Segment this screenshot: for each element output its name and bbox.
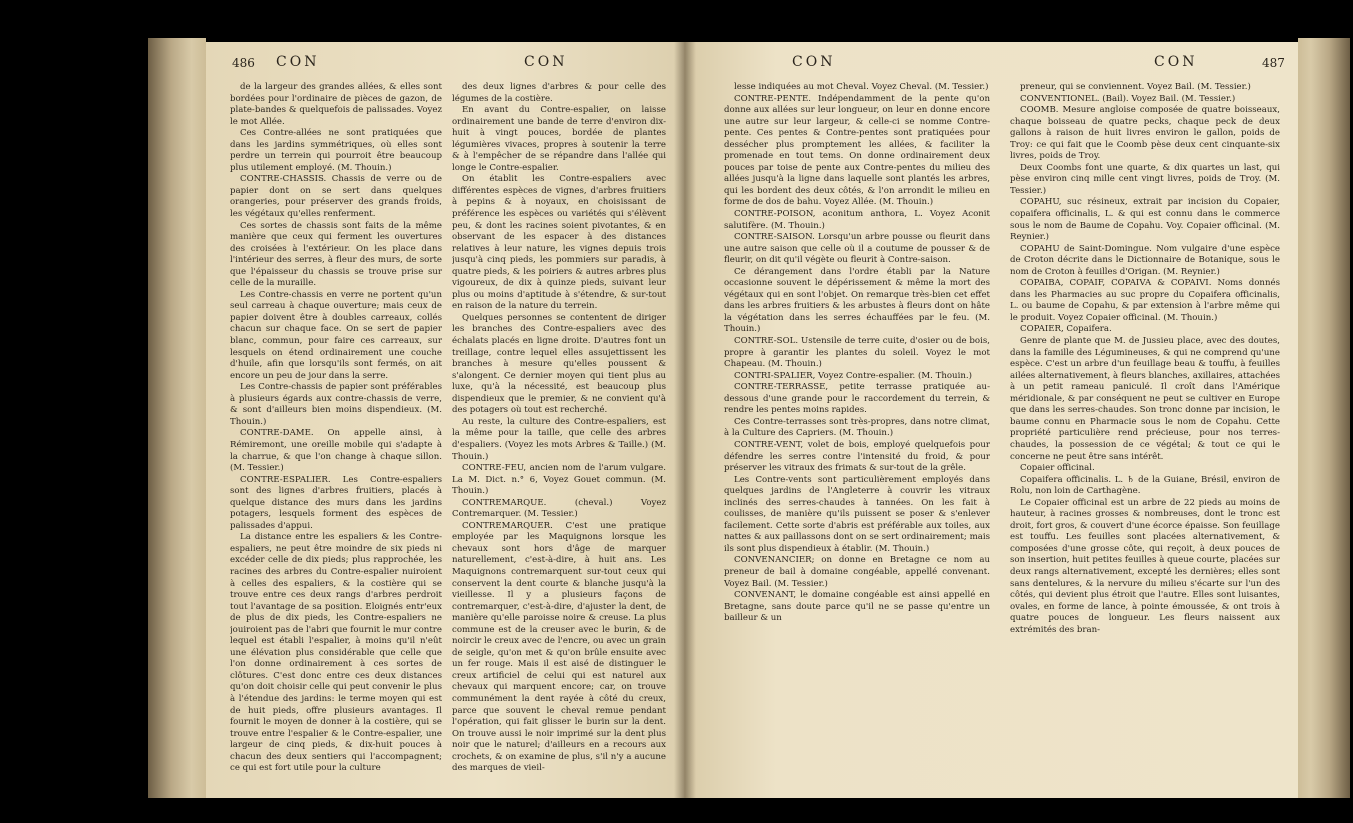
right-header-word-1: CON [792, 54, 836, 70]
paragraph: CONTRE-SAISON. Lorsqu'un arbre pousse ou fleurit dans une autre saison que celle où il a coutume de pousser & de fleurir, on dit qu'il végète ou fleurit à Contre-saison. [724, 232, 990, 266]
paragraph: Ces sortes de chassis sont faits de la même manière que ceux qui ferment les ouvertures des croisées à l'extérieur. On les place dans l'intérieur des serres, à fleur des murs, de sorte que l'épaisseur du chassis se trouve prise sur celle de la muraille. [230, 220, 442, 289]
paragraph: CONVENANT, le domaine congéable est ainsi appellé en Bretagne, sans doute parce qu'il ne se passe qu'entre un bailleur & un [724, 590, 990, 624]
paragraph: Copaifera officinalis. L. ♄ de la Guiane, Brésil, environ de Rolu, non loin de Carthagène. [1010, 474, 1280, 497]
paragraph: COPAIER, Copaifera. [1020, 324, 1112, 335]
paragraph: On établit les Contre-espaliers avec différentes espèces de vignes, d'arbres fruitiers à pepins & à noyaux, en choisissant de préférence les espèces ou variétés qui s'élèvent peu, & dont les racines soient pivotantes, & en observant de les espacer à des distances relatives à leur nature, les vignes depuis trois jusqu'à cinq pieds, les pommiers sur paradis, à quatre pieds, & les poiriers & autres arbres plus vigoureux, de dix à quinze pieds, suivant leur plus ou moins d'aptitude à s'étendre, & sur-tout en raison de la nature du terrein. [452, 174, 666, 312]
paragraph: Deux Coombs font une quarte, & dix quartes un last, qui pèse environ cinq mille cent vingt livres, poids de Troy. (M. Tessier.) [1010, 162, 1280, 196]
paragraph: COOMB. Mesure angloise composée de quatre boisseaux, chaque boisseau de quatre pecks, chaque peck de deux gallons à raison de huit livres environ le gallon, poids de Troy: ce qui fait que le Coomb pèse deux cent cinquante-six livres, poids de Troy. [1010, 105, 1280, 162]
right-page-column-2 [1010, 82, 1280, 794]
paragraph: CONTRE-TERRASSE, petite terrasse pratiquée au-dessous d'une grande pour le raccordement du terrein, & rendre les pentes moins rapides. [724, 382, 990, 416]
paragraph: COPAHU de Saint-Domingue. Nom vulgaire d'une espèce de Croton décrite dans le Dictionnaire de Botanique, sous le nom de Croton à feuilles d'Origan. (M. Reynier.) [1010, 243, 1280, 277]
left-page-column-2 [452, 82, 666, 794]
paragraph: CONTRE-FEU, ancien nom de l'arum vulgare. La M. Dict. n.° 6, Voyez Gouet commun. (M. Thouin.) [452, 463, 666, 497]
left-page-number: 486 [232, 56, 255, 70]
paragraph: CONVENANCIER; on donne en Bretagne ce nom au preneur de bail à domaine congéable, appellé convenant. Voyez Bail. (M. Tessier.) [724, 555, 990, 589]
paragraph: lesse indiquées au mot Cheval. Voyez Cheval. (M. Tessier.) [734, 82, 989, 92]
paragraph: CONTRE-PENTE. Indépendamment de la pente qu'on donne aux allées sur leur longueur, on leur en donne encore une autre sur leur largeur, & celle-ci se nomme Contre-pente. Ces pentes & Contre-pentes sont pratiquées pour dessécher plus promptement les allées, & faciliter la promenade en tout tems. On donne ordinairement deux pouces par toise de pente aux Contre-pentes du milieu des allées jusqu'à la ligne dans laquelle sont plantés les arbres, qui les bordent des deux côtés, & l'on arrondit le milieu en forme de dos de bahu. Voyez Allée. (M. Thouin.) [724, 93, 990, 208]
paragraph: CONTRI-SPALIER, Voyez Contre-espalier. (M. Thouin.) [734, 370, 972, 381]
paragraph: de la largeur des grandes allées, & elles sont bordées pour l'ordinaire de pièces de gazon, de plate-bandes & quelquefois de palissades. Voyez le mot Allée. [230, 82, 442, 127]
paragraph: CONTREMARQUER. C'est une pratique employée par les Maquignons lorsque les chevaux sont hors d'âge de marquer naturellement, c'est-à-dire, à huit ans. Les Maquignons contremarquent sur-tout ceux qui conservent la dent courte & blanche jusqu'à la vieillesse. Il y a plusieurs façons de contremarquer, c'est-à-dire, d'ajuster la dent, de manière qu'elle paroisse noire & creuse. La plus commune est de la creuser avec le burin, & de noircir le creux avec de l'encre, ou avec un grain de seigle, qu'on met & qu'on brûle ensuite avec un fer rouge. Mais il est aisé de distinguer le creux artificiel de celui qui est naturel aux chevaux qui marquent encore; car, on trouve communément la dent rayée à côté du creux, parce que souvent le cheval remue pendant l'opération, qui fait glisser le burin sur la dent. On trouve aussi le noir imprimé sur la dent plus noir que le naturel; d'ailleurs en a recours aux crochets, & on examine de plus, s'il n'y a aucune des marques de vieil- [452, 520, 666, 774]
paragraph: Ces Contre-allées ne sont pratiquées que dans les jardins symmétriques, où elles sont perdre un terrein qui pourroit être beaucoup plus utilement employé. (M. Thouin.) [230, 128, 442, 173]
left-page-column-1 [230, 82, 442, 794]
left-header-word-2: CON [524, 54, 568, 70]
right-page-header [684, 54, 1298, 74]
left-header-word-1: CON [276, 54, 320, 70]
right-page-number: 487 [1262, 56, 1285, 70]
page-edges-right [1298, 38, 1350, 798]
paragraph: COPAHU, suc résineux, extrait par incision du Copaier, copaifera officinalis, L. & qui est connu dans le commerce sous le nom de Baume de Copahu. Voy. Copaier officinal. (M. Reynier.) [1010, 197, 1280, 243]
paragraph: Au reste, la culture des Contre-espaliers, est la même pour la taille, que celle des arbres d'espaliers. (Voyez les mots Arbres & Taille.) (M. Thouin.) [452, 416, 666, 462]
paragraph: des deux lignes d'arbres & pour celle des légumes de la costière. [452, 82, 666, 104]
paragraph: CONTRE-VENT, volet de bois, employé quelquefois pour défendre les serres contre l'intensité du froid, & pour préserver les vitraux des frimats & sur-tout de la grêle. [724, 439, 990, 474]
right-page [684, 42, 1298, 798]
paragraph: CONTRE-ESPALIER. Les Contre-espaliers sont des lignes d'arbres fruitiers, placés à quelque distance des murs dans les jardins potagers, lesquels forment des espèces de palissades d'appui. [230, 474, 442, 531]
paragraph: CONTRE-DAME. On appelle ainsi, à Rémiremont, une oreille mobile qui s'adapte à la charrue, & que l'on change à chaque sillon. (M. Tessier.) [230, 428, 442, 474]
right-page-column-1 [724, 82, 990, 794]
paragraph: Copaier officinal. [1020, 463, 1095, 474]
paragraph: COPAIBA, COPAIF, COPAIVA & COPAIVI. Noms donnés dans les Pharmacies au suc propre du Copaifera officinalis, L. ou baume de Copahu, & par extension à l'arbre même qui le produit. Voyez Copaier officinal. (M. Thouin.) [1010, 278, 1280, 323]
paragraph: CONTRE-POISON, aconitum anthora, L. Voyez Aconit salutifère. (M. Thouin.) [724, 209, 990, 231]
page-edges-left [148, 38, 206, 798]
right-header-word-2: CON [1154, 54, 1198, 70]
paragraph: Genre de plante que M. de Jussieu place, avec des doutes, dans la famille des Légumineuses, & qui ne comprend qu'une espèce. C'est un arbre d'un feuillage beau & touffu, à feuilles ailées alternativement, à fleurs blanches, axillaires, attachées à un petit rameau paniculé. Il croît dans l'Amérique méridionale, & par conséquent ne peut se cultiver en Europe que dans les serres-chaudes. Son tronc donne par incision, le baume connu en Pharmacie sous le nom de Copahu. Cette propriété particulière rend précieuse, pour nos terres-chaudes, la possession de ce végétal; & tout ce qui le concerne ne peut être sans intérêt. [1010, 336, 1280, 462]
paragraph: CONTRE-CHASSIS. Chassis de verre ou de papier dont on se sert dans quelques orangeries, pour préserver des grands froids, les végétaux qu'elles renferment. [230, 174, 442, 220]
paragraph: Les Contre-vents sont particulièrement employés dans quelques jardins de l'Angleterre à couvrir les vitraux inclinés des serres-chaudes à tannées. On les fait à coulisses, de manière qu'ils puissent se poser & s'enlever facilement. Cette sorte d'abris est préférable aux toiles, aux nattes & aux paillassons dont on se sert ordinairement; mais ils sont plus dispendieux à établir. (M. Thouin.) [724, 474, 990, 554]
paragraph: CONVENTIONEL. (Bail). Voyez Bail. (M. Tessier.) [1020, 93, 1236, 104]
paragraph: Ces Contre-terrasses sont très-propres, dans notre climat, à la Culture des Capriers. (M. Thouin.) [724, 416, 990, 439]
paragraph: CONTREMARQUE. (cheval.) Voyez Contremarquer. (M. Tessier.) [452, 497, 666, 520]
paragraph: Les Contre-chassis en verre ne portent qu'un seul carreau à chaque ouverture; mais ceux de papier doivent être à doubles carreaux, collés chacun sur chaque face. On se sert de papier blanc, commun, pour faire ces carreaux, sur lesquels on étend ordinairement une couche d'huile, afin que lorsqu'ils sont fermés, on ait encore un peu de jour dans la serre. [230, 289, 442, 381]
left-page [206, 42, 684, 798]
paragraph: En avant du Contre-espalier, on laisse ordinairement une bande de terre d'environ dix-huit à vingt pouces, bordée de plantes légumières vivaces, propres à soutenir la terre & à l'empêcher de se répandre dans l'allée qui longe le Contre-espalier. [452, 105, 666, 173]
paragraph: Le Copaier officinal est un arbre de 22 pieds au moins de hauteur, à racines grosses & nombreuses, dont le tronc est droit, fort gros, & couvert d'une écorce épaisse. Son feuillage est touffu. Les feuilles sont placées alternativement, & composées d'une grosse côte, qui reçoit, à deux pouces de son insertion, huit petites feuilles à queue courte, placées sur deux rangs alternativement, excepté les dernières; elles sont sans dentelures, & la nervure du milieu s'écarte sur l'un des côtés, qui devient plus étroit que l'autre. Elles sont luisantes, ovales, en forme de lance, à pointe émoussée, & ont trois à quatre pouces de longueur. Les fleurs naissent aux extrémités des bran- [1010, 497, 1280, 635]
paragraph: La distance entre les espaliers & les Contre-espaliers, ne peut être moindre de six pieds ni excéder celle de dix pieds; plus rapprochée, les racines des arbres du Contre-espalier nuiroient à celles des espaliers, & la costière qui se trouve entre ces deux rangs d'arbres perdroit tout l'avantage de sa position. Eloignés entr'eux de plus de dix pieds, les Contre-espaliers ne jouiroient pas de l'abri que fournit le mur contre lequel est établi l'espalier, à moins qu'il n'eût une élévation plus considérable que celle que l'on donne ordinairement à ces sortes de clôtures. C'est donc entre ces deux distances qu'on doit choisir celle qui peut convenir le plus à l'étendue des jardins: le terme moyen qui est de huit pieds, offre plusieurs avantages. Il fournit le moyen de donner à la costière, qui se trouve entre l'espalier & le Contre-espalier, une largeur de cinq pieds, & dix-huit pouces à chacun des deux sentiers qui l'accompagnent; ce qui est fort utile pour la culture [230, 532, 442, 774]
left-page-header [206, 54, 684, 74]
paragraph: Les Contre-chassis de papier sont préférables à plusieurs égards aux contre-chassis de verre, & sont d'ailleurs bien moins dispendieux. (M. Thouin.) [230, 382, 442, 427]
paragraph: preneur, qui se conviennent. Voyez Bail. (M. Tessier.) [1020, 82, 1251, 92]
paragraph: CONTRE-SOL. Ustensile de terre cuite, d'osier ou de bois, propre à garantir les plantes du soleil. Voyez le mot Chapeau. (M. Thouin.) [724, 336, 990, 370]
paragraph: Quelques personnes se contentent de diriger les branches des Contre-espaliers avec des échalats placés en ligne droite. D'autres font un treillage, contre lequel elles assujettissent les branches à mesure qu'elles poussent & s'alongent. Ce dernier moyen qui tient plus au luxe, qu'à la nécessité, est beaucoup plus dispendieux que le premier, & ne convient qu'à des potagers où tout est recherché. [452, 312, 666, 416]
paragraph: Ce dérangement dans l'ordre établi par la Nature occasionne souvent le dépérissement & même la mort des végétaux qui en sont l'objet. On remarque très-bien cet effet dans les arbres fruitiers & les arbustes à fleurs dont on hâte la végétation dans les serres échauffées par le feu. (M. Thouin.) [724, 266, 990, 335]
open-book [8, 8, 1345, 815]
book-gutter [674, 42, 696, 798]
